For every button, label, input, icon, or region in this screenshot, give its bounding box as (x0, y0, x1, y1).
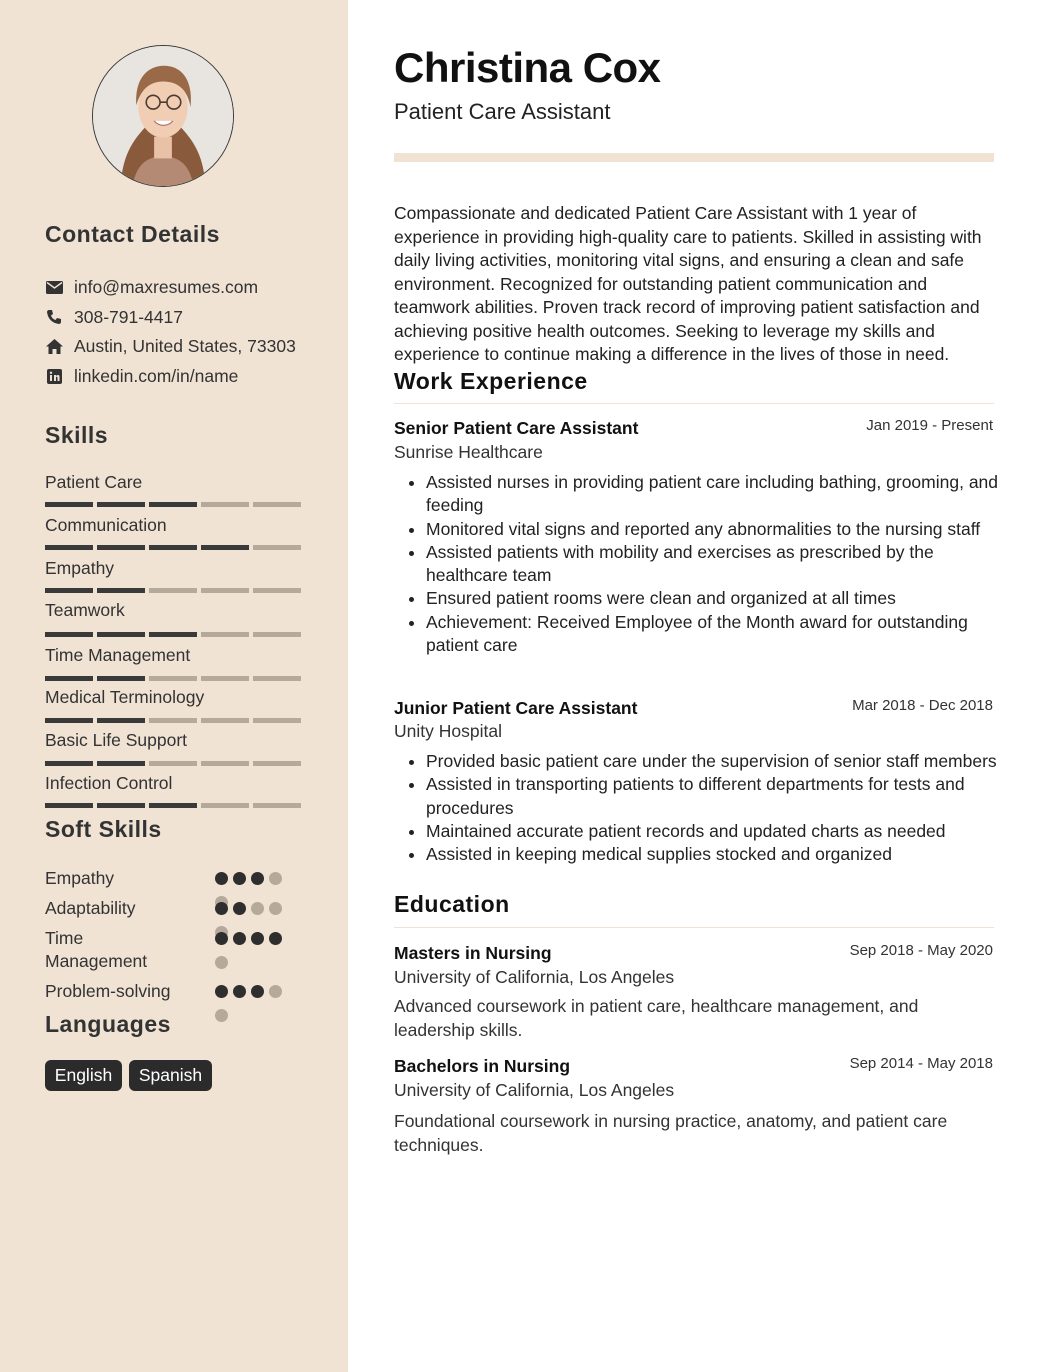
skill-level-segment (97, 545, 145, 550)
section-divider (394, 927, 994, 928)
skill-level-segment (97, 718, 145, 723)
skill-label: Time Management (45, 645, 191, 665)
skill-level-segment (201, 803, 249, 808)
skill-level-segment (149, 803, 197, 808)
job-title: Junior Patient Care Assistant (394, 698, 638, 718)
soft-skill-label: Problem-solving (45, 981, 171, 1001)
skill-level-bar (45, 545, 301, 550)
skill-level-segment (97, 632, 145, 637)
rating-dot (215, 1009, 228, 1022)
skill-level-bar (45, 718, 301, 723)
skill-level-segment (45, 718, 93, 723)
contact-phone-text: 308-791-4417 (74, 306, 183, 327)
contact-linkedin[interactable] (45, 365, 238, 387)
skill-level-segment (97, 761, 145, 766)
header-accent-bar (394, 153, 994, 162)
skill-level-segment (45, 502, 93, 507)
contact-email-text: info@maxresumes.com (74, 276, 259, 297)
skill-level-segment (97, 803, 145, 808)
linkedin-icon (45, 367, 63, 385)
skill-level-segment (253, 545, 301, 550)
skill-level-bar (45, 761, 301, 766)
skill-level-segment (149, 676, 197, 681)
skill-level-segment (253, 632, 301, 637)
rating-dot (269, 902, 282, 915)
soft-skill-label: Adaptability (45, 898, 136, 918)
section-divider (394, 403, 994, 404)
soft-skill-label: Time Management (45, 928, 148, 971)
skill-level-segment (201, 718, 249, 723)
list-item: • Assisted in keeping medical supplies stocked and organized (426, 843, 1000, 866)
school-name: University of California, Los Angeles (394, 1080, 675, 1100)
contact-location (45, 335, 296, 357)
skill-level-segment (201, 632, 249, 637)
rating-dot (215, 872, 228, 885)
skill-level-segment (45, 803, 93, 808)
skills-heading: Skills (45, 422, 109, 448)
rating-dot (233, 872, 246, 885)
skill-level-segment (149, 545, 197, 550)
degree-dates: Sep 2014 - May 2018 (849, 1055, 993, 1072)
list-item: • Assisted patients with mobility and exercises as prescribed by the healthcare team (426, 541, 1000, 588)
degree-description: Foundational coursework in nursing practice, anatomy, and patient care techniques. (394, 1111, 948, 1155)
skill-level-segment (97, 502, 145, 507)
portrait-illustration (93, 46, 233, 186)
skill-label: Medical Terminology (45, 687, 205, 707)
phone-icon (45, 308, 63, 326)
skill-label: Patient Care (45, 472, 143, 492)
rating-dot (251, 872, 264, 885)
skill-level-segment (97, 676, 145, 681)
skill-level-segment (253, 761, 301, 766)
skill-level-segment (253, 588, 301, 593)
job-bullets (394, 750, 1000, 866)
skill-label: Empathy (45, 558, 115, 578)
school-name: University of California, Los Angeles (394, 967, 675, 987)
rating-dot (269, 932, 282, 945)
list-item: • Ensured patient rooms were clean and organized at all times (426, 587, 1000, 610)
job-title: Senior Patient Care Assistant (394, 418, 639, 438)
rating-dot (251, 902, 264, 915)
list-item: • Provided basic patient care under the supervision of senior staff members (426, 750, 1000, 773)
skill-level-segment (253, 676, 301, 681)
skill-level-segment (253, 803, 301, 808)
skill-level-segment (45, 588, 93, 593)
home-icon (45, 337, 63, 355)
skill-level-segment (253, 718, 301, 723)
skill-level-segment (201, 761, 249, 766)
skill-level-bar (45, 502, 301, 507)
skill-level-segment (201, 588, 249, 593)
skill-level-bar (45, 803, 301, 808)
skill-level-segment (201, 545, 249, 550)
skill-label: Basic Life Support (45, 730, 188, 750)
envelope-icon (45, 278, 63, 296)
contact-phone[interactable] (45, 306, 183, 328)
skill-level-segment (97, 588, 145, 593)
skill-level-bar (45, 676, 301, 681)
skill-level-segment (149, 718, 197, 723)
job-employer: Unity Hospital (394, 721, 502, 741)
skill-label: Teamwork (45, 600, 125, 620)
work-experience-heading: Work Experience (394, 368, 588, 394)
skill-label: Infection Control (45, 773, 173, 793)
skill-label: Communication (45, 515, 167, 535)
rating-dot (269, 872, 282, 885)
list-item: • Assisted nurses in providing patient care including bathing, grooming, and feeding (426, 471, 1000, 518)
sidebar (0, 0, 348, 1372)
degree-title: Masters in Nursing (394, 943, 552, 963)
skill-level-bar (45, 632, 301, 637)
language-tag: Spanish (129, 1060, 212, 1091)
rating-dot (233, 902, 246, 915)
degree-description: Advanced coursework in patient care, healthcare management, and leadership skills. (394, 996, 919, 1040)
languages-heading: Languages (45, 1011, 171, 1037)
contact-location-text: Austin, United States, 73303 (74, 335, 296, 356)
list-item: • Monitored vital signs and reported any abnormalities to the nursing staff (426, 518, 1000, 541)
soft-skill-label: Empathy (45, 868, 115, 888)
degree-dates: Sep 2018 - May 2020 (849, 942, 993, 959)
skill-level-segment (149, 761, 197, 766)
profile-summary: Compassionate and dedicated Patient Care Assistant with 1 year of experience in providing high-quality care to patients. Skilled in assisting with daily living activities, monitoring vital signs, and ensuring a clean and safe environment. Recognized for outstanding patient communication and teamwork abilities. Proven track record of improving patient satisfaction and achieving positive health outcomes. Seeking to leverage my skills and experience to continue making a difference in the lives of those in need. (394, 203, 982, 364)
skill-level-segment (201, 676, 249, 681)
list-item: • Achievement: Received Employee of the Month award for outstanding patient care (426, 611, 1000, 658)
rating-dot (251, 932, 264, 945)
rating-dot (215, 932, 228, 945)
job-dates: Mar 2018 - Dec 2018 (852, 697, 993, 714)
candidate-name: Christina Cox (394, 44, 661, 91)
rating-dot (251, 985, 264, 998)
skill-level-segment (149, 502, 197, 507)
skill-level-segment (45, 632, 93, 637)
job-dates: Jan 2019 - Present (866, 417, 993, 434)
skill-level-segment (253, 502, 301, 507)
rating-dot (215, 902, 228, 915)
rating-dot (233, 985, 246, 998)
skill-level-segment (149, 632, 197, 637)
skill-level-segment (45, 545, 93, 550)
skill-level-segment (45, 676, 93, 681)
education-heading: Education (394, 891, 510, 917)
skill-level-segment (149, 588, 197, 593)
soft-skills-heading: Soft Skills (45, 816, 162, 842)
language-tag: English (45, 1060, 122, 1091)
job-employer: Sunrise Healthcare (394, 442, 543, 462)
skill-level-bar (45, 588, 301, 593)
rating-dot (269, 985, 282, 998)
rating-dot (233, 932, 246, 945)
contact-linkedin-text: linkedin.com/in/name (74, 365, 239, 386)
skill-level-segment (45, 761, 93, 766)
degree-title: Bachelors in Nursing (394, 1056, 571, 1076)
job-bullets (394, 471, 1000, 657)
list-item: • Assisted in transporting patients to different departments for tests and procedures (426, 773, 1000, 820)
rating-dot (215, 956, 228, 969)
profile-photo (92, 45, 234, 187)
skill-level-segment (201, 502, 249, 507)
contact-heading: Contact Details (45, 221, 220, 247)
rating-dot (215, 985, 228, 998)
list-item: • Maintained accurate patient records and updated charts as needed (426, 820, 1000, 843)
candidate-title: Patient Care Assistant (394, 99, 611, 124)
contact-email[interactable] (45, 276, 258, 298)
